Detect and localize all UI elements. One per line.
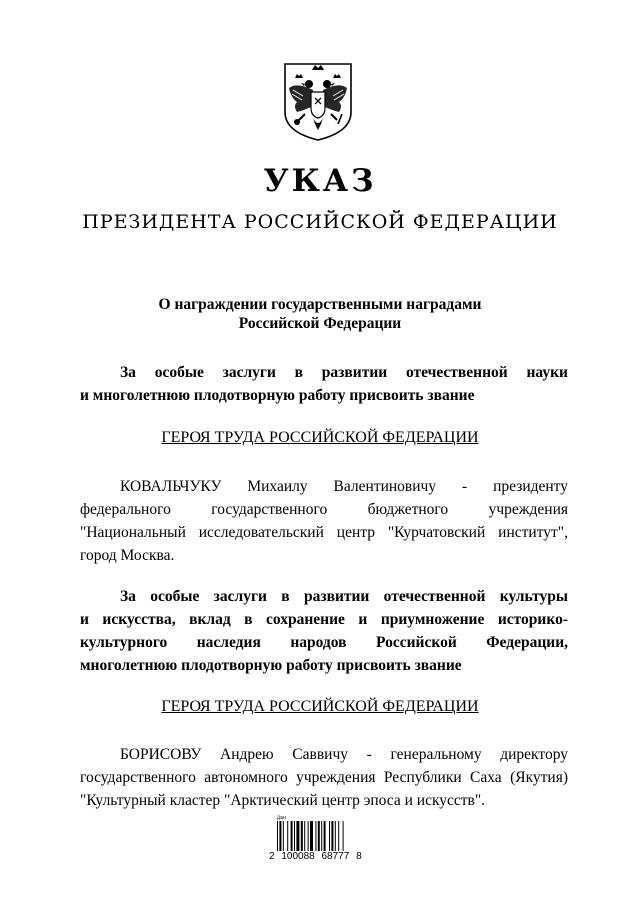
barcode bbox=[265, 815, 375, 865]
award-title: ГЕРОЯ ТРУДА РОССИЙСКОЙ ФЕДЕРАЦИИ bbox=[161, 429, 479, 446]
text-line: государственного автономного учреждения Республики Саха (Якутия) bbox=[80, 769, 568, 786]
section2-reason bbox=[80, 585, 568, 677]
russian-coat-of-arms-icon bbox=[275, 54, 361, 142]
text-line: КОВАЛЬЧУКУ Михаилу Валентиновичу - президенту bbox=[120, 478, 568, 495]
barcode-number: 2 100088 68777 8 bbox=[269, 851, 362, 862]
document-title: УКАЗ bbox=[263, 163, 377, 199]
decree-heading-line: О награждении государственными наградами bbox=[158, 296, 482, 313]
text-line: и многолетнюю плодотворную работу присвоить звание bbox=[80, 387, 475, 404]
text-line: федерального государственного бюджетного учреждения bbox=[80, 501, 568, 518]
text-line: БОРИСОВУ Андрею Саввичу - генеральному директору bbox=[120, 746, 568, 763]
text-line: За особые заслуги в развитии отечественной науки bbox=[120, 364, 568, 381]
document-subtitle: ПРЕЗИДЕНТА РОССИЙСКОЙ ФЕДЕРАЦИИ bbox=[82, 211, 558, 233]
decree-heading bbox=[0, 295, 640, 333]
section2-recipient bbox=[80, 743, 568, 812]
text-line: многолетнюю плодотворную работу присвоить звание bbox=[80, 657, 462, 674]
section1-reason bbox=[80, 361, 568, 407]
decree-heading-line: Российской Федерации bbox=[238, 315, 402, 332]
text-line: За особые заслуги в развитии отечественной культуры bbox=[120, 588, 568, 605]
section1-recipient bbox=[80, 475, 568, 567]
text-line: город Москва. bbox=[80, 547, 175, 564]
text-line: "Национальный исследовательский центр "Курчатовский институт", bbox=[80, 524, 568, 541]
award-title: ГЕРОЯ ТРУДА РОССИЙСКОЙ ФЕДЕРАЦИИ bbox=[161, 698, 479, 715]
text-line: "Культурный кластер "Арктический центр эпоса и искусств". bbox=[80, 792, 486, 809]
text-line: и искусства, вклад в сохранение и приумножение историко- bbox=[80, 611, 568, 628]
text-line: культурного наследия народов Российской Федерации, bbox=[80, 634, 568, 651]
barcode-caption: Дан bbox=[277, 815, 287, 821]
barcode-icon bbox=[277, 821, 363, 851]
